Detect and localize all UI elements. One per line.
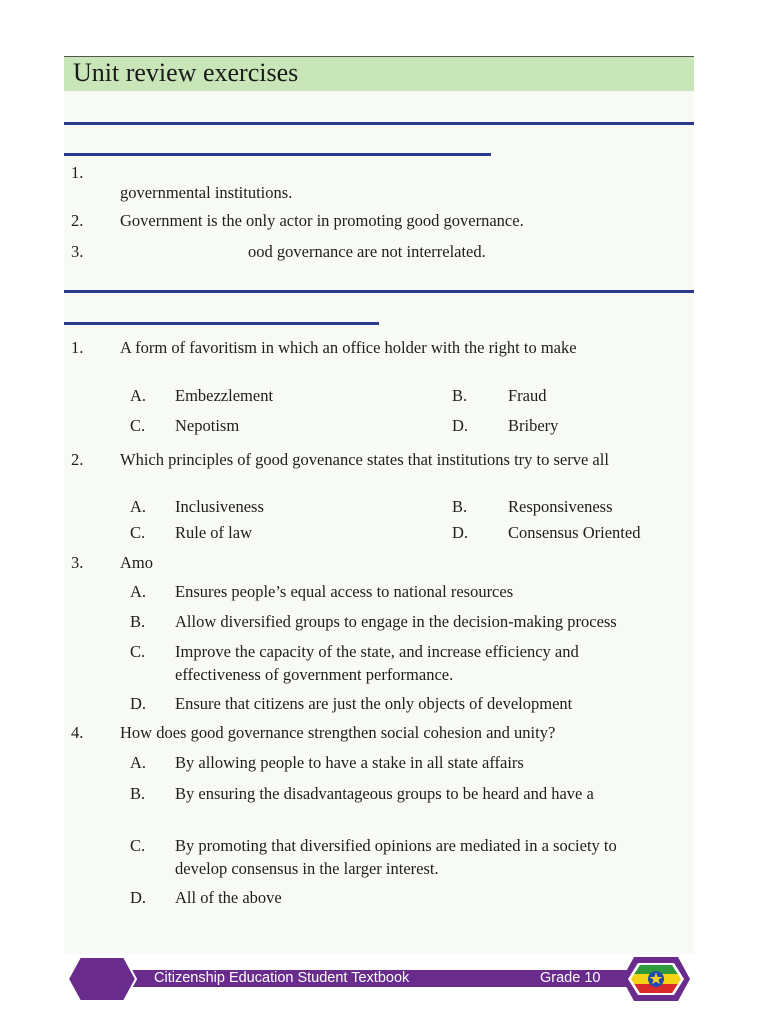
option-text: Ensure that citizens are just the only objects of development: [175, 694, 573, 713]
item-text: Government is the only actor in promoting good governance.: [120, 211, 524, 230]
question-text: Amo: [120, 553, 153, 572]
option-text: Consensus Oriented: [508, 523, 641, 542]
option-letter: D.: [452, 416, 469, 435]
option-letter: A.: [130, 753, 147, 772]
option-text: By promoting that diversified opinions are mediated in a society to: [175, 836, 617, 855]
option-letter: D.: [452, 523, 469, 542]
option-text-continued: effectiveness of government performance.: [175, 665, 454, 684]
option-letter: A.: [130, 582, 147, 601]
option-text: By ensuring the disadvantageous groups to be heard and have a: [175, 784, 594, 803]
item-number: 1.: [71, 163, 84, 182]
option-text: Improve the capacity of the state, and increase efficiency and: [175, 642, 579, 661]
option-text: All of the above: [175, 888, 282, 907]
question-number: 4.: [71, 723, 84, 742]
option-letter: C.: [130, 642, 146, 661]
question-text: A form of favoritism in which an office holder with the right to make: [120, 338, 577, 357]
question-text: How does good governance strengthen social cohesion and unity?: [120, 723, 556, 742]
option-text: Embezzlement: [175, 386, 274, 405]
option-letter: B.: [452, 386, 468, 405]
footer-book-title: Citizenship Education Student Textbook: [154, 970, 410, 986]
footer-grade: Grade 10: [540, 970, 601, 986]
option-letter: B.: [452, 497, 468, 516]
option-letter: A.: [130, 497, 147, 516]
option-letter: B.: [130, 784, 146, 803]
item-text: governmental institutions.: [120, 183, 293, 202]
item-number: 2.: [71, 211, 84, 230]
option-text: Ensures people’s equal access to national resources: [175, 582, 514, 601]
item-text: ood governance are not interrelated.: [248, 242, 486, 261]
subsection-rule: [64, 322, 379, 325]
subsection-rule: [64, 153, 491, 156]
section-rule: [64, 122, 694, 125]
option-letter: C.: [130, 836, 146, 855]
option-text: Allow diversified groups to engage in the decision-making process: [175, 612, 617, 631]
ethiopia-emblem-icon: [620, 955, 692, 1003]
option-letter: D.: [130, 694, 147, 713]
option-text: Nepotism: [175, 416, 240, 435]
question-text: Which principles of good govenance states that institutions try to serve all: [120, 450, 609, 469]
option-text: Rule of law: [175, 523, 252, 542]
item-number: 3.: [71, 242, 84, 261]
option-text: Inclusiveness: [175, 497, 264, 516]
question-number: 2.: [71, 450, 84, 469]
question-number: 3.: [71, 553, 84, 572]
option-text: Bribery: [508, 416, 559, 435]
option-letter: D.: [130, 888, 147, 907]
option-text: By allowing people to have a stake in all state affairs: [175, 753, 524, 772]
option-text-continued: develop consensus in the larger interest.: [175, 859, 439, 878]
option-letter: B.: [130, 612, 146, 631]
option-letter: C.: [130, 416, 146, 435]
option-letter: A.: [130, 386, 147, 405]
section-rule: [64, 290, 694, 293]
page-title: Unit review exercises: [73, 58, 299, 87]
option-text: Responsiveness: [508, 497, 613, 516]
footer-left-hexagon: [66, 955, 138, 1003]
question-number: 1.: [71, 338, 84, 357]
option-text: Fraud: [508, 386, 547, 405]
option-letter: C.: [130, 523, 146, 542]
